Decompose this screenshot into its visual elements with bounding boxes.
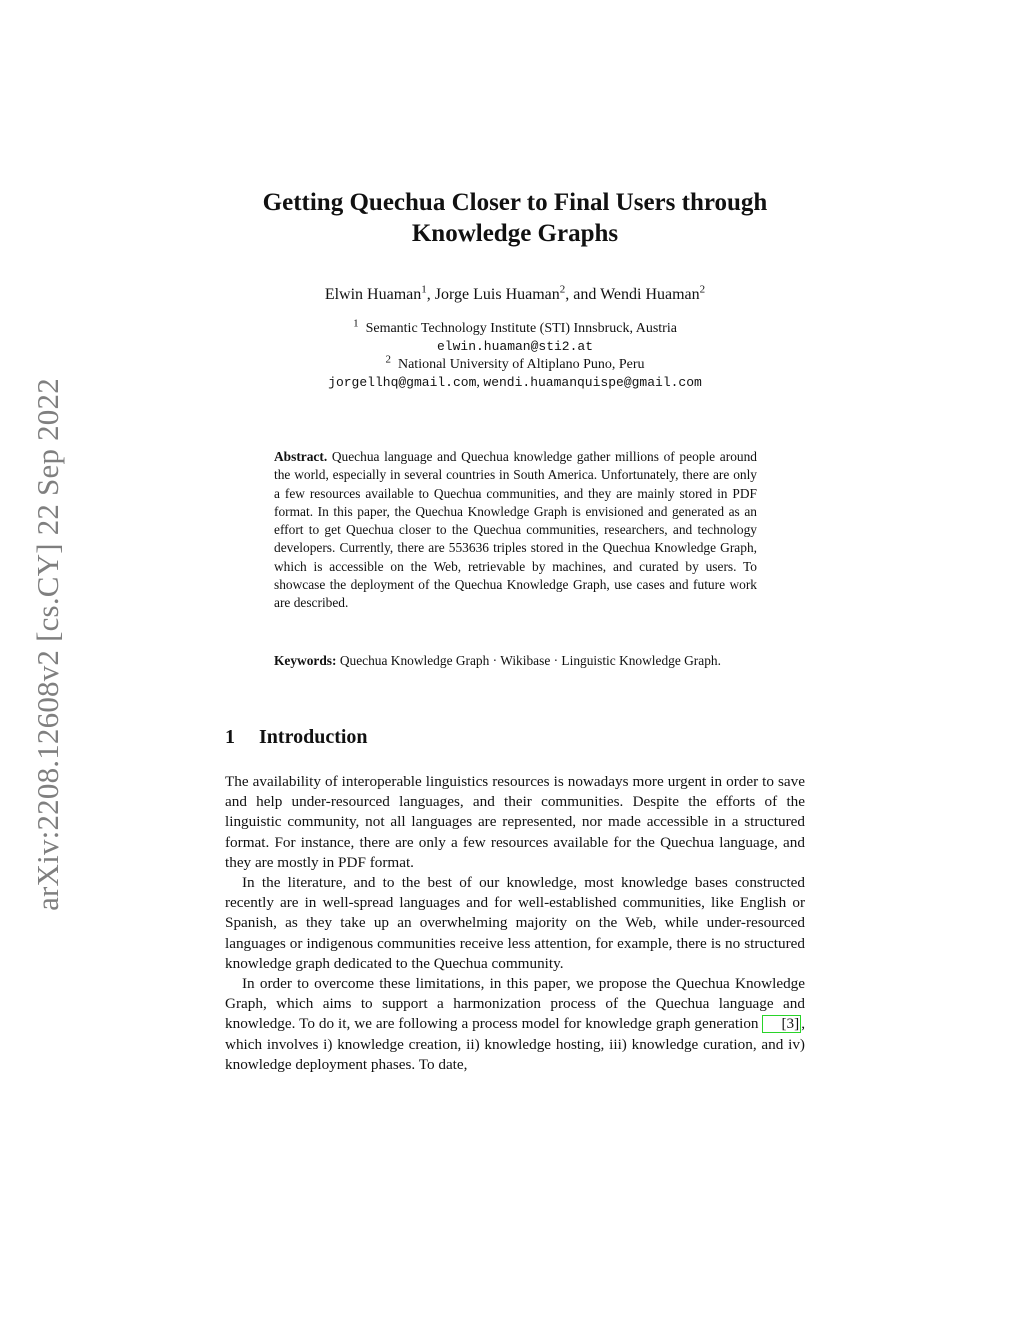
affiliation-2: [224, 353, 806, 374]
author-affiliation-marker: 2: [559, 283, 566, 296]
paragraph: [225, 974, 805, 1075]
title-line-2: Knowledge Graphs: [411, 220, 619, 247]
email-address: jorgellhq@gmail.com: [328, 375, 477, 390]
keywords-text: Quechua Knowledge Graph · Wikibase · Linguistic Knowledge Graph.: [339, 653, 721, 668]
abstract-block: [274, 448, 757, 613]
introduction-body: [225, 772, 805, 1075]
keywords-block: [274, 652, 757, 670]
email-line: [224, 374, 806, 392]
paragraph-text: , which involves i) knowledge creation, ii) knowledge hosting, iii) knowledge curation, and iv) knowledge deployment phases. To date,: [225, 1015, 805, 1073]
author-name: Jorge Luis Huaman: [434, 286, 560, 303]
paragraph-text: In order to overcome these limitations, in this paper, we propose the Quechua Knowledge Graph, which aims to support a harmonization process of the Quechua language and knowledge. To do it, we are following a process model for knowledge graph generation: [225, 975, 805, 1033]
email-address: elwin.huaman@sti2.at: [436, 339, 594, 354]
email-address: wendi.huamanquispe@gmail.com: [483, 375, 702, 390]
paragraph: In the literature, and to the best of our knowledge, most knowledge bases constructed recently are in well-spread languages and for well-established communities, like English or Spanish, as they take up an overwhelming majority on the Web, while under-resourced languages or indigenous communities receive less attention, for example, there is no structured knowledge graph dedicated to the Quechua community.: [225, 874, 805, 972]
affiliation-number: 2: [385, 353, 391, 366]
author-separator: , and: [565, 286, 601, 303]
arxiv-identifier: [29, 352, 65, 937]
author-affiliation-marker: 2: [699, 283, 706, 296]
author-list: [224, 285, 806, 305]
author-affiliation-marker: 1: [421, 283, 427, 296]
paragraph: The availability of interoperable linguistics resources is nowadays more urgent in order to save and help under-resourced languages, and their communities. Despite the efforts of the linguistic community, not all languages are represented, nor made accessible in a structured format. For instance, there are only a few resources available for the Quechua language, and they are mostly in PDF format.: [225, 773, 805, 871]
section-number: 1: [225, 726, 235, 748]
affiliation-number: 1: [353, 317, 359, 330]
abstract-text: Quechua language and Quechua knowledge gather millions of people around the world, especially in several countries in South America. Unfortunately, there are only a few resources available to Quechua communities, and they are mainly stored in PDF format. In this paper, the Quechua Knowledge Graph is envisioned and generated as an effort to get Quechua closer to the Quechua communities, researchers, and technology developers. Currently, there are 553636 triples stored in the Quechua Knowledge Graph, which is accessible on the Web, retrievable by machines, and curated by users. To showcase the deployment of the Quechua Knowledge Graph, use cases and future work are described.: [274, 449, 757, 611]
affiliation-1: [224, 317, 806, 338]
author-separator: ,: [426, 286, 435, 303]
section-heading: [225, 724, 525, 750]
institution-name: National University of Altiplano Puno, Peru: [397, 357, 645, 372]
institution-name: Semantic Technology Institute (STI) Innsbruck, Austria: [365, 321, 677, 336]
affiliations-block: [224, 317, 806, 392]
abstract-label: Abstract.: [274, 449, 328, 464]
email-separator: ,: [476, 375, 484, 390]
citation-link[interactable]: [3]: [762, 1015, 801, 1033]
author-name: Elwin Huaman: [324, 286, 422, 303]
author-name: Wendi Huaman: [600, 286, 700, 303]
title-line-1: Getting Quechua Closer to Final Users through: [262, 189, 768, 216]
keywords-label: Keywords:: [274, 653, 337, 668]
paper-title: [216, 187, 814, 249]
section-title: Introduction: [259, 726, 368, 748]
arxiv-identifier-text: arXiv:2208.12608v2 [cs.CY] 22 Sep 2022: [29, 378, 65, 911]
